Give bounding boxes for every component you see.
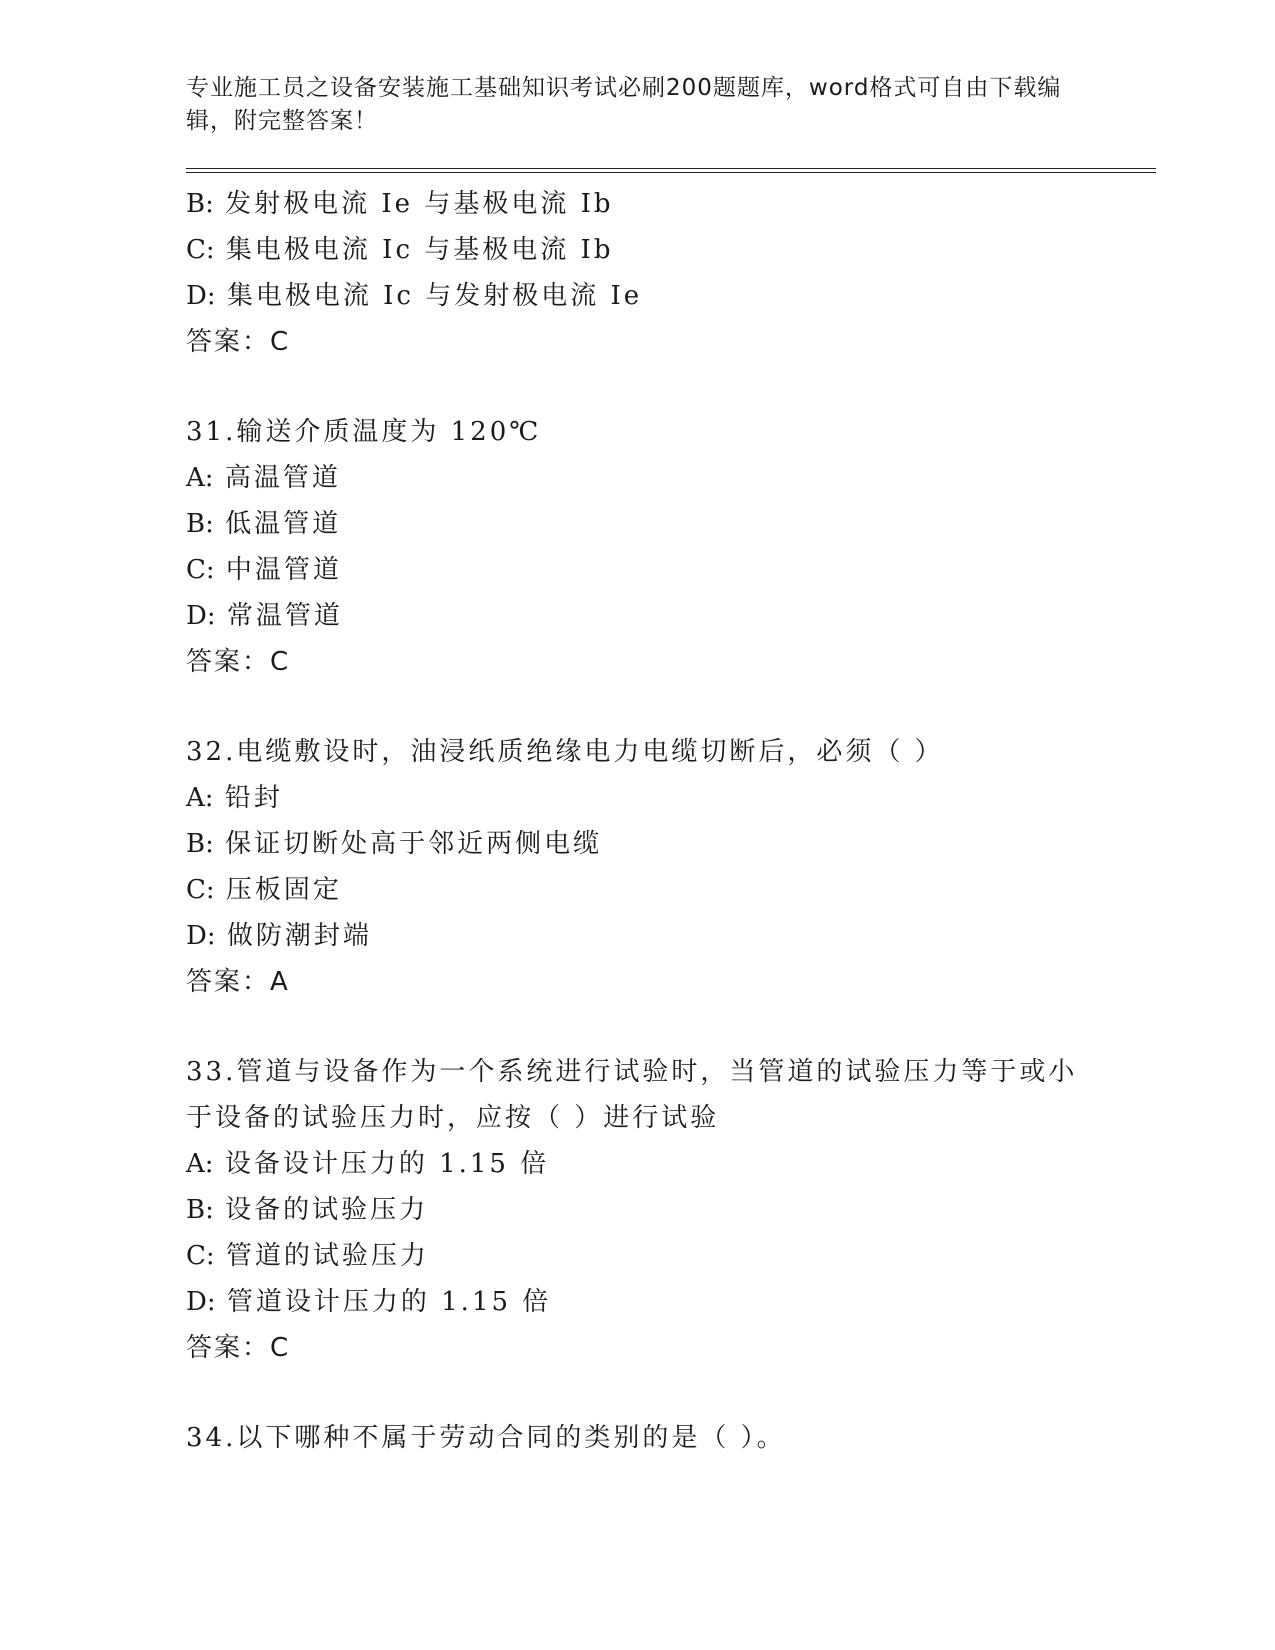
option-a: A: 设备设计压力的 1.15 倍: [186, 1149, 550, 1179]
option-c: C: 中温管道: [186, 555, 342, 585]
question-stem: 33.管道与设备作为一个系统进行试验时，当管道的试验压力等于或小于设备的试验压力时，应按（ ）进行试验: [186, 1057, 1078, 1133]
question-32: [186, 729, 1156, 1005]
option-a: A: 铅封: [186, 783, 283, 813]
header-divider: [186, 168, 1156, 173]
answer: 答案：A: [186, 967, 290, 997]
option-d: D: 常温管道: [186, 601, 343, 631]
answer: 答案：C: [186, 1333, 291, 1363]
option-b: B: 发射极电流 Ie 与基极电流 Ib: [186, 189, 614, 219]
option-d: D: 做防潮封端: [186, 921, 372, 951]
question-stem: 34.以下哪种不属于劳动合同的类别的是（ ）。: [186, 1423, 786, 1453]
question-list: [186, 181, 1156, 1461]
question-stem: 31.输送介质温度为 120℃: [186, 417, 542, 447]
document-page: [186, 72, 1156, 1461]
option-c: C: 集电极电流 Ic 与基极电流 Ib: [186, 235, 614, 265]
question-33: [186, 1049, 1156, 1371]
question-34: [186, 1415, 1156, 1461]
option-b: B: 低温管道: [186, 509, 342, 539]
option-b: B: 保证切断处高于邻近两侧电缆: [186, 829, 603, 859]
option-c: C: 压板固定: [186, 875, 342, 905]
question-31: [186, 409, 1156, 685]
question-fragment: [186, 181, 1156, 365]
option-c: C: 管道的试验压力: [186, 1241, 429, 1271]
option-a: A: 高温管道: [186, 463, 341, 493]
question-stem: 32.电缆敷设时，油浸纸质绝缘电力电缆切断后，必须（ ）: [186, 737, 944, 767]
option-d: D: 集电极电流 Ic 与发射极电流 Ie: [186, 281, 643, 311]
option-b: B: 设备的试验压力: [186, 1195, 429, 1225]
option-d: D: 管道设计压力的 1.15 倍: [186, 1287, 552, 1317]
answer: 答案：C: [186, 327, 291, 357]
answer: 答案：C: [186, 647, 291, 677]
document-header: 专业施工员之设备安装施工基础知识考试必刷200题题库，word格式可自由下载编辑，附完整答案！: [186, 75, 1062, 134]
